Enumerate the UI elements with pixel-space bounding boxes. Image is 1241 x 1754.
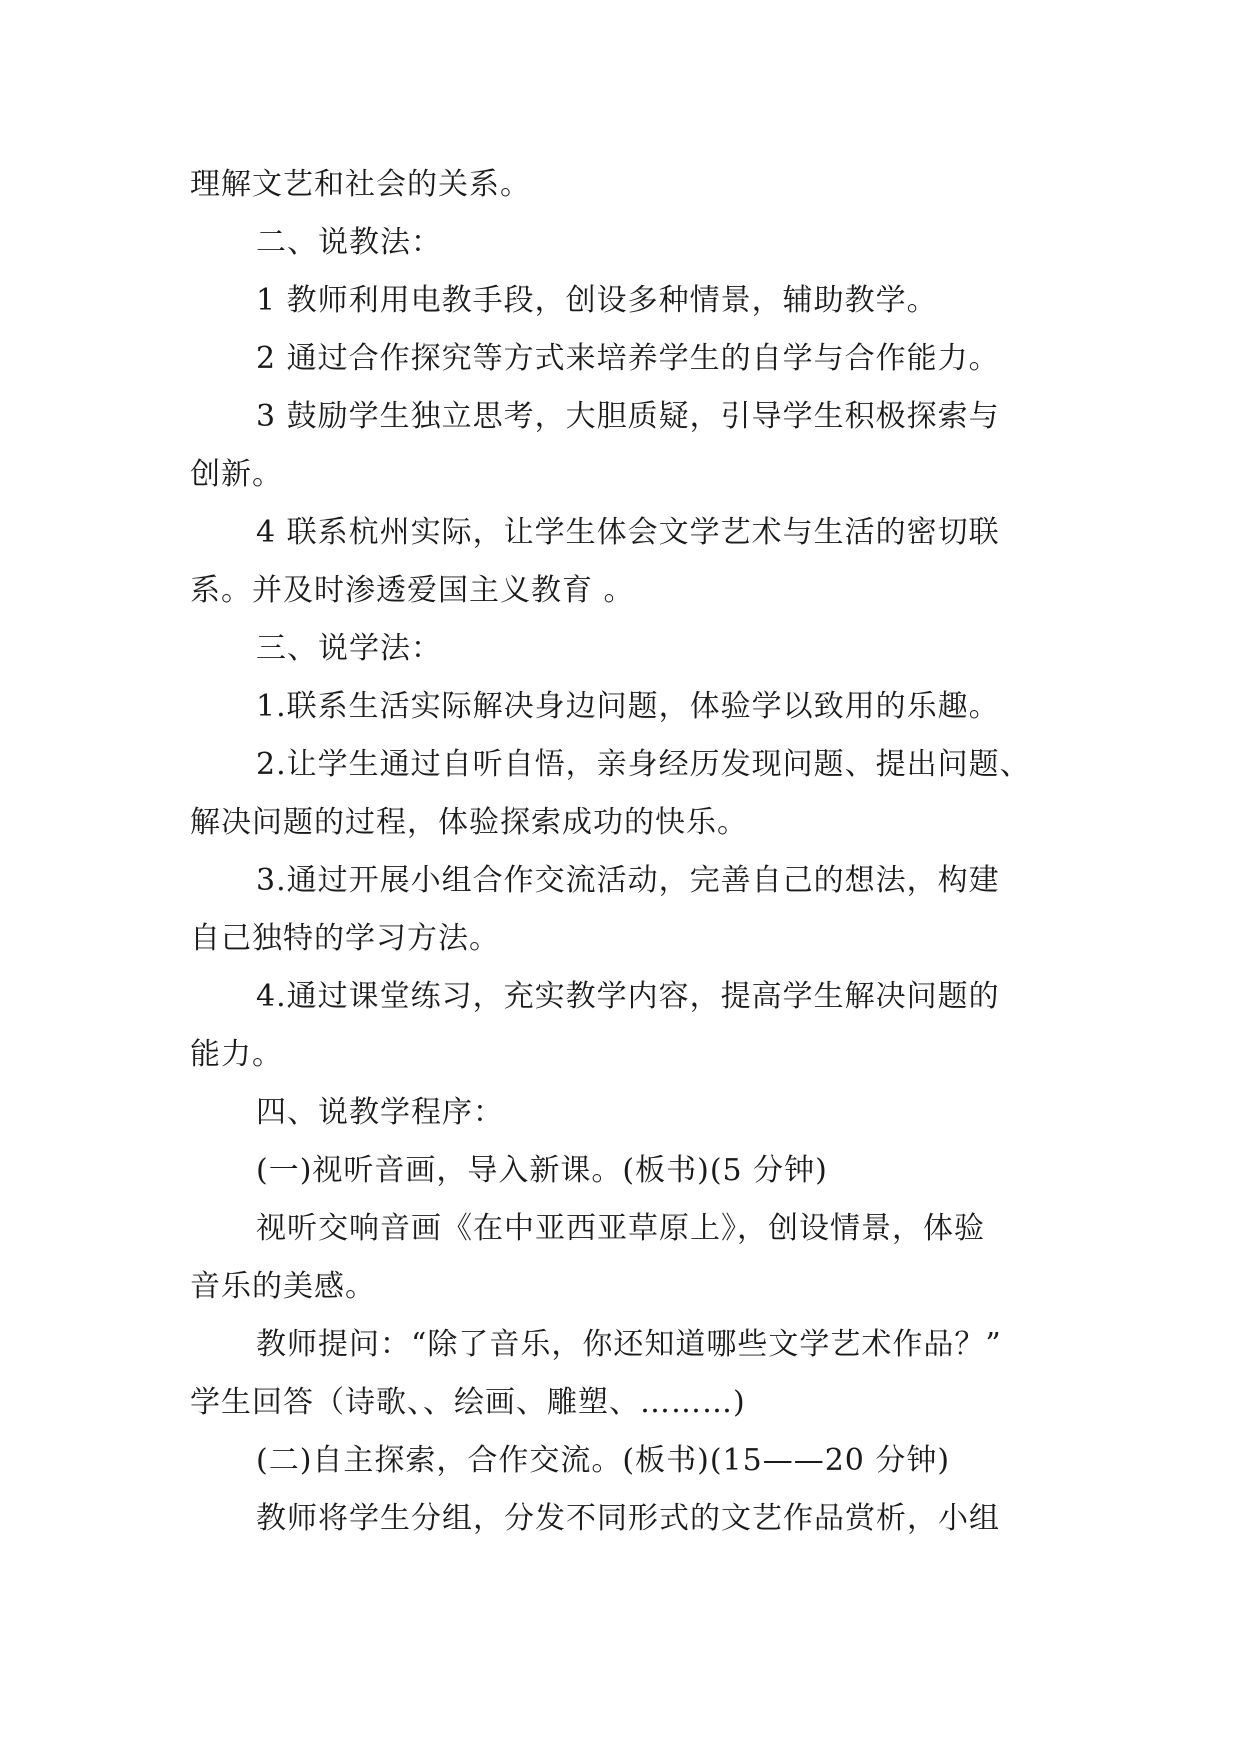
section-heading-teaching-methods: 二、说教法： <box>256 225 442 260</box>
text-line: 音乐的美感。 <box>190 1269 376 1304</box>
section-heading-learning-methods: 三、说学法： <box>256 631 442 666</box>
section-heading-teaching-procedure: 四、说教学程序： <box>256 1095 504 1130</box>
text-line: 教师提问：“除了音乐，你还知道哪些文学艺术作品？” <box>256 1327 1002 1362</box>
subsection-heading-intro: (一)视听音画，导入新课。(板书)(5 分钟) <box>256 1153 828 1188</box>
text-line: 教师将学生分组，分发不同形式的文艺作品赏析，小组 <box>256 1501 1000 1536</box>
text-line: 理解文艺和社会的关系。 <box>190 167 531 202</box>
text-line: 视听交响音画《在中亚西亚草原上》，创设情景，体验 <box>256 1211 985 1246</box>
text-line: 创新。 <box>190 457 283 492</box>
text-line: 3.通过开展小组合作交流活动，完善自己的想法，构建 <box>256 863 1000 898</box>
text-line: 1 教师利用电教手段，创设多种情景，辅助教学。 <box>256 283 938 318</box>
text-line: 能力。 <box>190 1037 283 1072</box>
text-line: 4 联系杭州实际，让学生体会文学艺术与生活的密切联 <box>256 515 1000 550</box>
subsection-heading-explore: (二)自主探索，合作交流。(板书)(15——20 分钟) <box>256 1443 951 1478</box>
text-line: 2 通过合作探究等方式来培养学生的自学与合作能力。 <box>256 341 1000 376</box>
text-line: 4.通过课堂练习，充实教学内容，提高学生解决问题的 <box>256 979 1000 1014</box>
text-line: 系。并及时渗透爱国主义教育 。 <box>190 573 635 608</box>
text-line: 解决问题的过程，体验探索成功的快乐。 <box>190 805 748 840</box>
text-line: 自己独特的学习方法。 <box>190 921 500 956</box>
text-line: 学生回答（诗歌、、绘画、雕塑、………) <box>190 1385 746 1420</box>
text-line: 2.让学生通过自听自悟，亲身经历发现问题、提出问题、 <box>256 747 1031 782</box>
text-line: 1.联系生活实际解决身边问题，体验学以致用的乐趣。 <box>256 689 1000 724</box>
text-line: 3 鼓励学生独立思考，大胆质疑，引导学生积极探索与 <box>256 399 1000 434</box>
